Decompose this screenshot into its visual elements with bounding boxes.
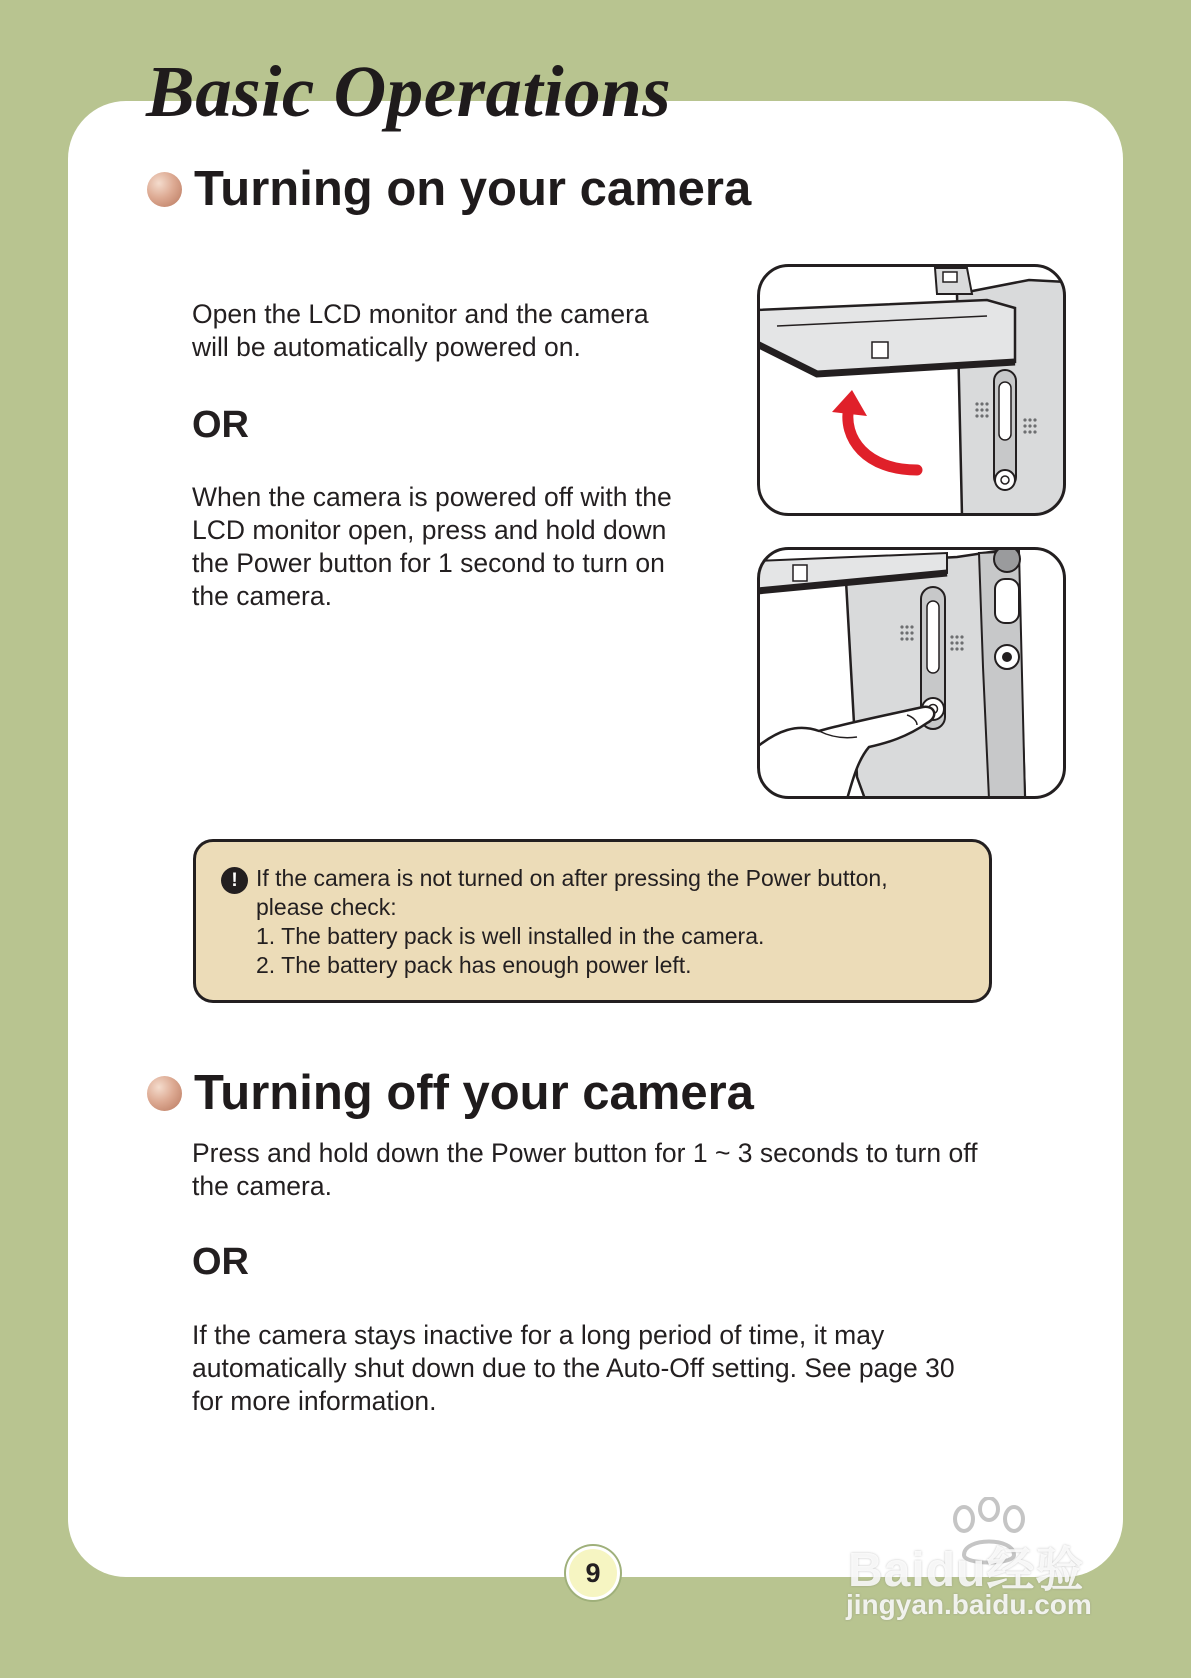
baidu-watermark xyxy=(842,1497,1132,1627)
note-line-3: 1. The battery pack is well installed in the camera. xyxy=(256,923,765,949)
turn-off-paragraph-1: Press and hold down the Power button for 1 ~ 3 seconds to turn off the camera. xyxy=(192,1138,978,1201)
section-heading-turning-on xyxy=(147,159,751,219)
section-bullet-icon xyxy=(147,1076,182,1111)
turn-on-or-label: OR xyxy=(192,404,249,446)
turn-off-or-label: OR xyxy=(192,1241,249,1283)
open-lcd-illustration xyxy=(757,264,1066,516)
note-line-1: If the camera is not turned on after pressing the Power button, xyxy=(256,865,888,891)
section-title-turning-on: Turning on your camera xyxy=(194,162,752,216)
note-line-4: 2. The battery pack has enough power left. xyxy=(256,952,692,978)
section-title-turning-off: Turning off your camera xyxy=(194,1066,754,1120)
turn-on-paragraph-1: Open the LCD monitor and the camera will be automatically powered on. xyxy=(192,299,649,362)
note-box xyxy=(193,839,992,1003)
turn-off-paragraph-2: If the camera stays inactive for a long period of time, it may automatically shut down due to the Auto-Off setting. See page 30 for more information. xyxy=(192,1320,955,1416)
note-line-2: please check: xyxy=(256,894,397,920)
section-bullet-icon xyxy=(147,172,182,207)
page-number: 9 xyxy=(566,1546,620,1600)
press-power-illustration xyxy=(757,547,1066,799)
watermark-brand: Baidu经验 xyxy=(848,1544,1085,1597)
turn-on-paragraph-2: When the camera is powered off with the LCD monitor open, press and hold down the Power button for 1 second to turn on the camera. xyxy=(192,482,672,611)
chapter-title: Basic Operations xyxy=(146,51,672,132)
exclamation-icon: ! xyxy=(221,867,248,894)
watermark-url: jingyan.baidu.com xyxy=(846,1589,1092,1620)
section-heading-turning-off xyxy=(147,1063,754,1123)
